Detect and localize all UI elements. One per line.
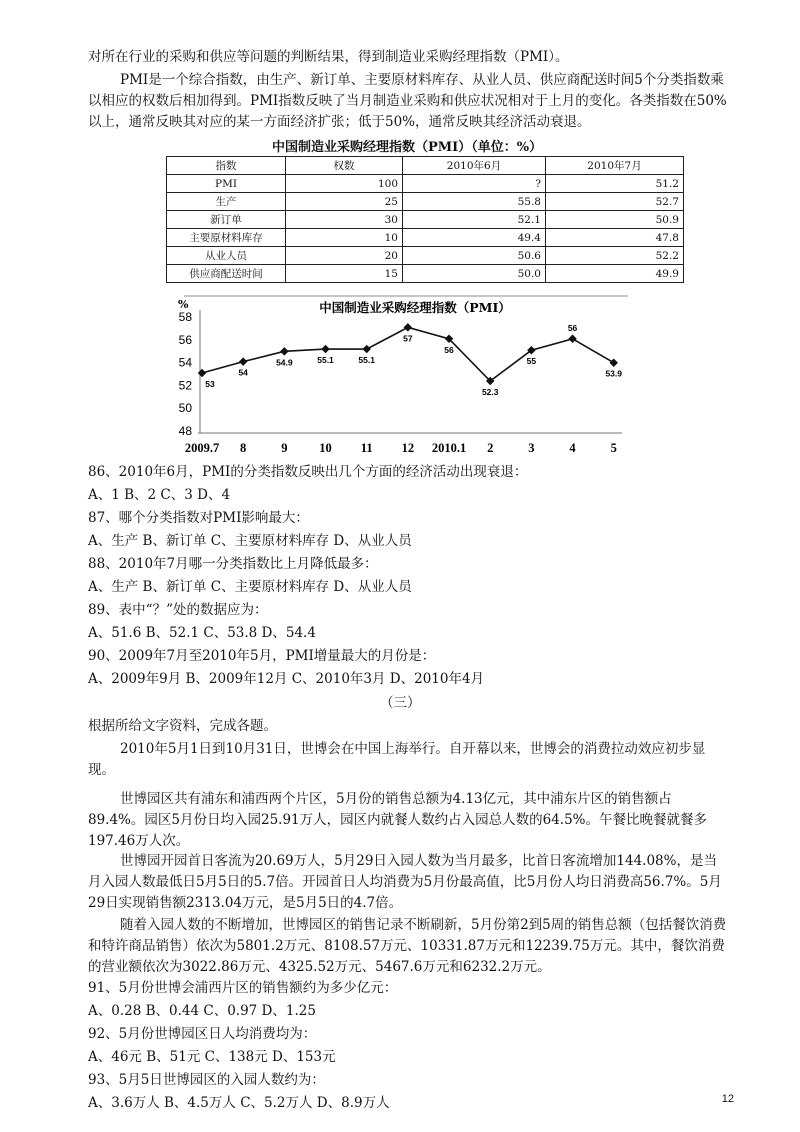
x-tick-label: 2009.7 [184, 441, 220, 455]
cell-july: 51.2 [546, 175, 684, 193]
cell-june: 50.6 [403, 247, 546, 265]
table-row [167, 229, 684, 247]
table-header-row [167, 157, 684, 175]
table-row [167, 247, 684, 265]
cell-june: 50.0 [403, 265, 546, 283]
cell-june: ? [403, 175, 546, 193]
data-point [280, 347, 288, 355]
cell-index: 主要原材料库存 [167, 229, 286, 247]
q92-options: A、46元 B、51元 C、138元 D、153元 [88, 1049, 336, 1065]
data-label: 55.1 [317, 355, 334, 366]
cell-weight: 100 [286, 175, 403, 193]
cell-weight: 20 [286, 247, 403, 265]
q86-text: 86、2010年6月，PMI的分类指数反映出几个方面的经济活动出现衰退： [88, 464, 528, 480]
q92-text: 92、5月份世博园区日人均消费均为： [88, 1026, 317, 1042]
cell-july: 47.8 [546, 229, 684, 247]
table-row [167, 265, 684, 283]
expo-paragraph-2: 世博园区共有浦东和浦西两个片区，5月份的销售总额为4.13亿元，其中浦东片区的销售额占89.4%。园区5月份日均入园25.91万人，园区内就餐人数约占入园总人数的64.5%。午餐比晚餐就餐多197.46万人次。 [88, 791, 708, 849]
x-tick-label: 8 [240, 441, 247, 455]
x-tick-label: 2 [487, 441, 494, 455]
q87-text: 87、哪个分类指数对PMI影响最大： [88, 510, 309, 526]
data-point [239, 357, 247, 365]
q89-text: 89、表中“？”处的数据应为： [88, 602, 268, 618]
cell-weight: 15 [286, 265, 403, 283]
intro-line: 对所在行业的采购和供应等问题的判断结果，得到制造业采购经理指数（PMI）。 [88, 49, 569, 65]
data-point [321, 345, 329, 353]
pmi-description: PMI是一个综合指数，由生产、新订单、主要原材料库存、从业人员、供应商配送时间5个分类指数乘以相应的权数后相加得到。PMI指数反映了当月制造业采购和供应状况相对于上月的变化。各类指数在50%以上，通常反映其对应的某一方面经济扩张；低于50%，通常反映其经济活动衰退。 [88, 72, 727, 130]
data-label: 53 [205, 379, 215, 389]
cell-index: PMI [167, 175, 286, 193]
y-tick-label: 48 [178, 424, 192, 438]
x-tick-label: 5 [610, 441, 617, 455]
chart-title: 中国制造业采购经理指数（PMI） [319, 300, 511, 315]
q93-text: 93、5月5日世博园区的入园人数约为： [88, 1072, 325, 1088]
cell-july: 52.7 [546, 193, 684, 211]
y-axis-unit: % [178, 298, 189, 311]
y-tick-label: 52 [178, 378, 192, 393]
x-tick-label: 12 [401, 441, 415, 455]
data-label: 55.1 [358, 355, 375, 366]
q88-options: A、生产 B、新订单 C、主要原材料库存 D、从业人员 [88, 579, 412, 595]
cell-index: 生产 [167, 193, 286, 211]
cell-july: 52.2 [546, 247, 684, 265]
expo-paragraph-4: 随着入园人数的不断增加，世博园区的销售记录不断刷新，5月份第2到5周的销售总额（包括餐饮消费和特许商品销售）依次为5801.2万元、8108.57万元、10331.87万元和12239.75万元。其中，餐饮消费的营业额依次为3022.86万元、4325.52万元、5467.6万元和6232.2万元。 [88, 917, 727, 975]
q87-options: A、生产 B、新订单 C、主要原材料库存 D、从业人员 [88, 533, 412, 549]
y-tick-label: 58 [178, 310, 192, 324]
cell-weight: 25 [286, 193, 403, 211]
data-label: 55 [526, 356, 537, 367]
header-weight: 权数 [286, 157, 403, 175]
y-tick-label: 56 [178, 332, 192, 347]
q91-text: 91、5月份世博会浦西片区的销售额约为多少亿元： [88, 980, 398, 996]
data-label: 52.3 [481, 386, 499, 397]
section-instruction: 根据所给文字资料，完成各题。 [88, 718, 277, 734]
table-title: 中国制造业采购经理指数（PMI）（单位：%） [272, 140, 543, 155]
data-point [362, 345, 370, 353]
data-point [404, 323, 412, 331]
cell-june: 49.4 [403, 229, 546, 247]
q86-options: A、1 B、2 C、3 D、4 [88, 487, 231, 503]
x-tick-label: 4 [569, 441, 576, 455]
table-body [167, 175, 684, 283]
cell-index: 从业人员 [167, 247, 286, 265]
x-tick-label: 10 [319, 441, 332, 455]
x-tick-label: 3 [528, 441, 535, 455]
header-june: 2010年6月 [403, 157, 546, 175]
table-row [167, 175, 684, 193]
header-index: 指数 [167, 157, 286, 175]
table-row [167, 193, 684, 211]
data-label: 56 [567, 322, 578, 333]
cell-index: 供应商配送时间 [167, 265, 286, 283]
q90-options: A、2009年9月 B、2009年12月 C、2010年3月 D、2010年4月 [88, 671, 485, 687]
q88-text: 88、2010年7月哪一分类指数比上月降低最多： [88, 556, 378, 572]
q91-options: A、0.28 B、0.44 C、0.97 D、1.25 [88, 1003, 316, 1019]
cell-june: 55.8 [403, 193, 546, 211]
cell-june: 52.1 [403, 211, 546, 229]
data-label: 54.9 [276, 357, 293, 368]
data-point [568, 335, 576, 343]
data-label: 54 [238, 367, 248, 378]
cell-weight: 30 [286, 211, 403, 229]
header-july: 2010年7月 [546, 157, 684, 175]
cell-july: 49.9 [546, 265, 684, 283]
q93-options: A、3.6万人 B、4.5万人 C、5.2万人 D、8.9万人 [88, 1095, 390, 1111]
y-tick-label: 54 [178, 355, 192, 370]
data-point [609, 358, 617, 366]
pmi-line-chart [170, 290, 630, 458]
pmi-table [166, 156, 684, 283]
cell-july: 50.9 [546, 211, 684, 229]
q90-text: 90、2009年7月至2010年5月，PMI增量最大的月份是： [88, 648, 436, 664]
data-point [198, 369, 206, 377]
q89-options: A、51.6 B、52.1 C、53.8 D、54.4 [88, 625, 316, 641]
expo-paragraph-1: 2010年5月1日到10月31日，世博会在中国上海举行。自开幕以来，世博会的消费拉动效应初步显现。 [88, 741, 706, 778]
table-row [167, 211, 684, 229]
data-label: 53.9 [605, 368, 623, 379]
cell-index: 新订单 [167, 211, 286, 229]
data-label: 57 [403, 333, 413, 344]
expo-paragraph-3: 世博园开园首日客流为20.69万人，5月29日入园人数为当月最多，比首日客流增加144.08%，是当月入园人数最低日5月5日的5.7倍。开园首日人均消费为5月份最高值，比5月份人均日消费高56.7%。5月29日实现销售额2313.04万元，是5月5日的4.7倍。 [88, 853, 722, 911]
page-number: 12 [721, 1093, 734, 1105]
data-label: 56 [444, 344, 454, 355]
x-tick-label: 2010.1 [431, 441, 467, 455]
cell-weight: 10 [286, 229, 403, 247]
y-tick-label: 50 [178, 401, 192, 416]
x-tick-label: 11 [360, 441, 373, 455]
x-tick-label: 9 [281, 441, 288, 455]
section-heading: （三） [380, 695, 421, 711]
